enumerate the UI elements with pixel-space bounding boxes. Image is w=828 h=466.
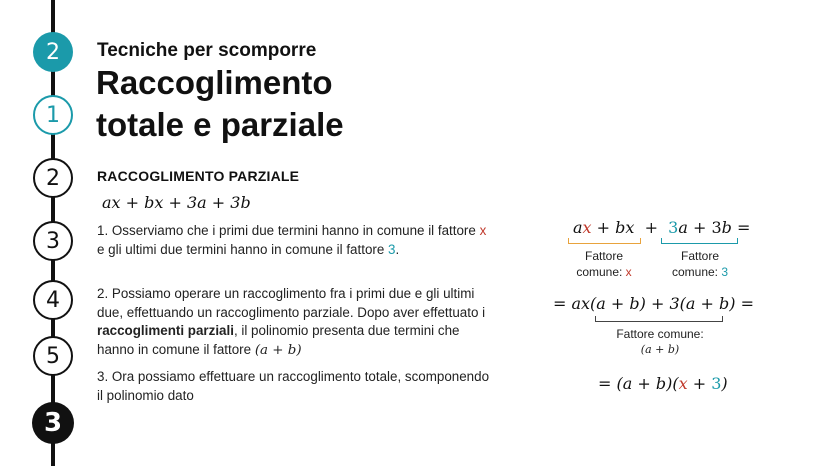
step-1-text: [97, 222, 497, 259]
equation-1: [573, 218, 750, 237]
eq1-term: + 3: [687, 218, 722, 237]
eq1-term: +: [634, 218, 669, 237]
label-text: Fattore: [680, 249, 719, 263]
page-title: [96, 62, 344, 146]
brace-common-factor: [595, 316, 723, 322]
factor-3: 3: [388, 241, 396, 257]
step-2-text-part: 2. Possiamo operare un raccoglimento fra i primi due e gli ultimi due, effettuando un raccoglimento parziale. Dopo aver effettuato i: [97, 286, 486, 320]
eq3-factor-3: 3: [711, 374, 722, 393]
label-factor-3: 3: [721, 265, 729, 279]
label-text: comune:: [576, 265, 626, 279]
page-subtitle: Tecniche per scomporre: [97, 40, 317, 61]
step-1-text-part: .: [395, 241, 400, 257]
section-heading: RACCOGLIMENTO PARZIALE: [97, 168, 300, 184]
timeline-step-4[interactable]: 4: [33, 280, 73, 320]
eq1-term: b: [721, 218, 732, 237]
eq3-term: = (a + b)(: [598, 374, 679, 393]
page-title-line2: totale e parziale: [96, 106, 344, 143]
label-text: comune:: [671, 265, 722, 279]
equation-3: [598, 374, 728, 393]
step-2-text: [97, 285, 497, 360]
step-1-text-part: 1. Osserviamo che i primi due termini hanno in comune il fattore: [97, 223, 480, 238]
timeline-step-current-chapter[interactable]: 2: [33, 32, 73, 72]
timeline-step-2[interactable]: 2: [33, 158, 73, 198]
label-text-line: [560, 264, 648, 280]
eq1-factor-3: 3: [668, 218, 679, 237]
step-3-text: 3. Ora possiamo effettuare un raccoglimento totale, scomponendo il polinomio dato: [97, 369, 490, 403]
timeline-step-3[interactable]: 3: [33, 221, 73, 261]
label-common-factor-ab: [580, 326, 740, 358]
eq1-term: bx: [615, 218, 635, 237]
page-title-line1: Raccoglimento: [96, 64, 333, 101]
label-text: Fattore: [584, 249, 623, 263]
timeline-step-active[interactable]: 3: [32, 402, 74, 444]
brace-first-group: [568, 238, 641, 244]
timeline-step-1[interactable]: 1: [33, 95, 73, 135]
eq3-term: ): [721, 374, 728, 393]
brace-second-group: [661, 238, 738, 244]
timeline-step-5[interactable]: 5: [33, 336, 73, 376]
label-text: Fattore comune:: [616, 327, 704, 341]
eq3-term: +: [687, 374, 712, 393]
eq1-factor-x: x: [582, 218, 592, 237]
label-text-line: [656, 264, 744, 280]
label-common-factor-x: [560, 248, 648, 280]
polynomial-expression: ax + bx + 3a + 3b: [102, 193, 251, 212]
equation-2: = ax(a + b) + 3(a + b) =: [553, 294, 754, 313]
eq1-term: a: [573, 218, 583, 237]
label-factor-x: x: [625, 265, 632, 279]
step-1-text-part: e gli ultimi due termini hanno in comune il fattore: [97, 241, 389, 257]
eq3-factor-x: x: [678, 374, 688, 393]
step-2-bold-term: raccoglimenti parziali: [97, 323, 234, 338]
eq1-term: a: [678, 218, 688, 237]
eq1-term: +: [591, 218, 616, 237]
label-common-factor-3: [656, 248, 744, 280]
step-2-factor: (a + b): [254, 342, 302, 358]
label-factor-ab: (a + b): [640, 343, 680, 356]
eq1-term: =: [731, 218, 751, 237]
step-2-text-part: , il polinomio presenta due termini che hanno in comune il fattore: [97, 323, 460, 357]
factor-x: x: [479, 223, 487, 238]
